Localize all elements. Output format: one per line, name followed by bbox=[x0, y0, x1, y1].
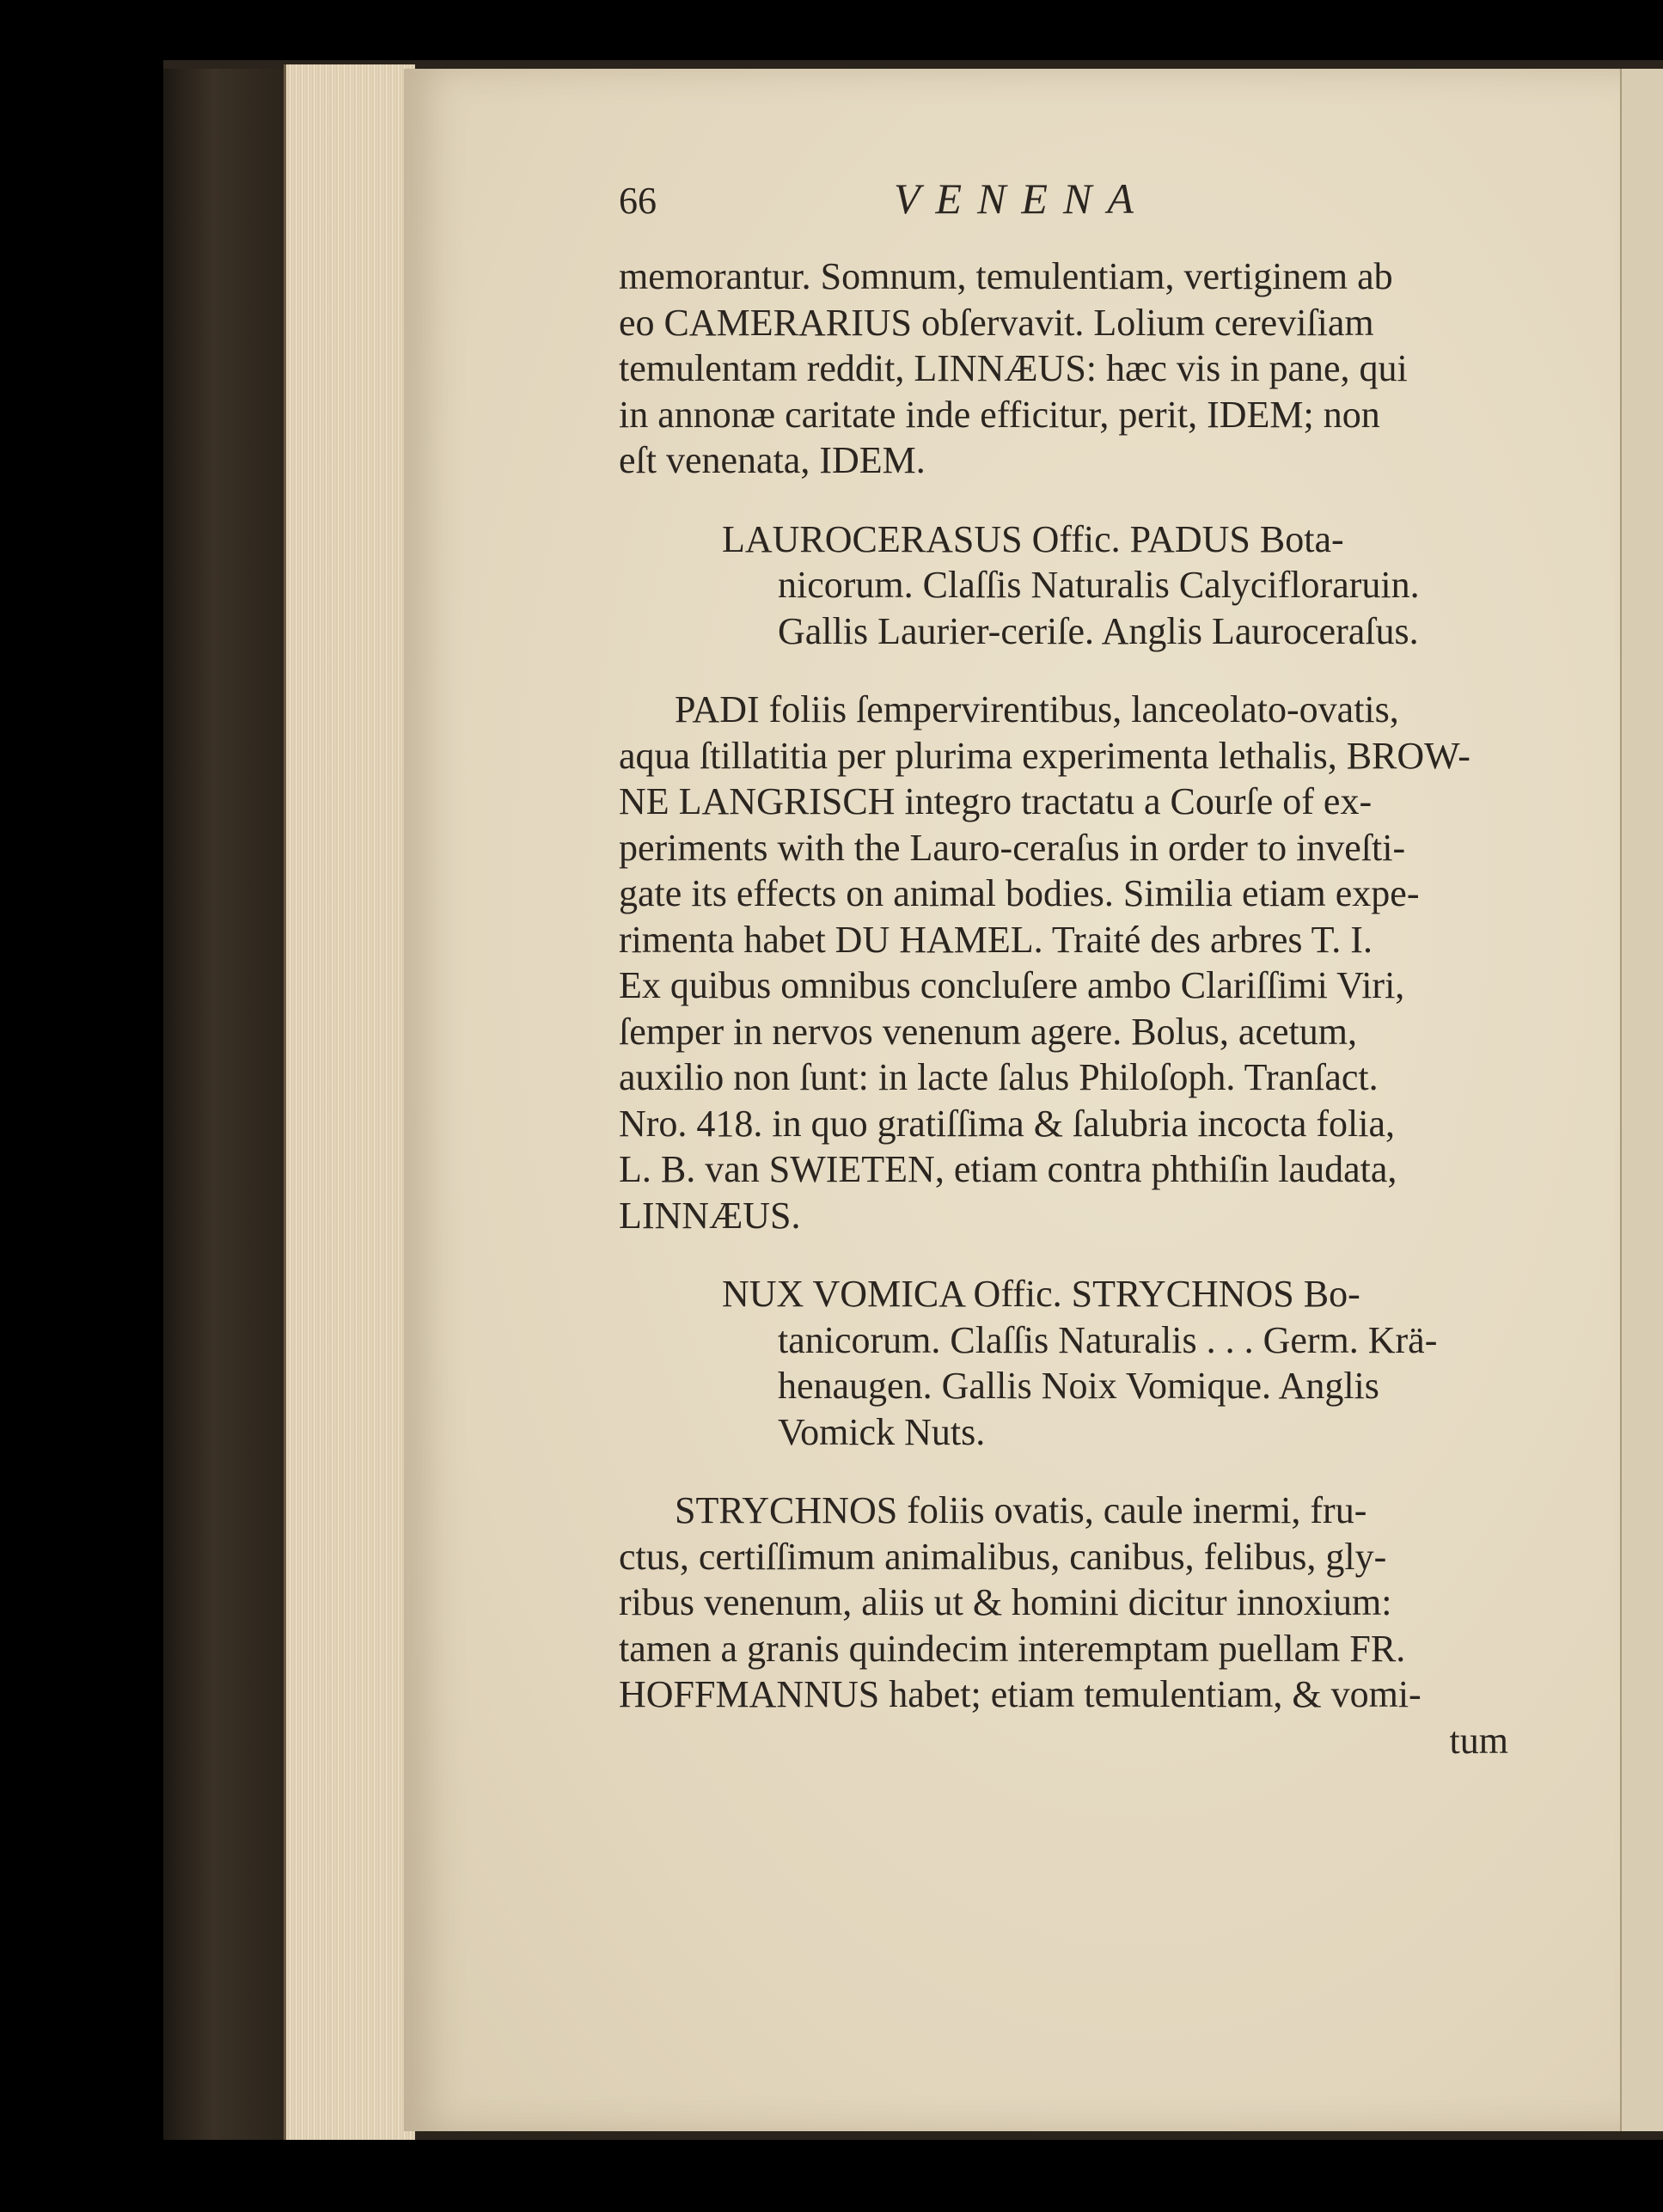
entry-body-strychnos bbox=[619, 1488, 1508, 1718]
catchword: tum bbox=[1449, 1719, 1508, 1762]
text-line: temulentam reddit, LINNÆUS: hæc vis in pane, qui bbox=[619, 347, 1408, 389]
heading-line: tanicorum. Claſſis Naturalis . . . Germ. Krä- bbox=[778, 1318, 1438, 1361]
facing-page-edge bbox=[1620, 69, 1663, 2131]
entry-body-padi bbox=[619, 687, 1508, 1238]
text-line: Nro. 418. in quo gratiſſima & ſalubria incocta folia, bbox=[619, 1102, 1395, 1145]
text-line: rimenta habet DU HAMEL. Traité des arbres T. I. bbox=[619, 918, 1373, 961]
text-line: auxilio non ſunt: in lacte ſalus Philoſoph. Tranſact. bbox=[619, 1056, 1379, 1098]
page-edges bbox=[284, 64, 415, 2140]
heading-line: nicorum. Claſſis Naturalis Calycifloraruin. bbox=[778, 564, 1420, 606]
text-line: eſt venenata, IDEM. bbox=[619, 439, 926, 481]
heading-line: henaugen. Gallis Noix Vomique. Anglis bbox=[778, 1365, 1379, 1407]
text-line: tamen a granis quindecim interemptam puellam FR. bbox=[619, 1627, 1406, 1670]
page-text bbox=[619, 176, 1508, 1763]
text-line: STRYCHNOS foliis ovatis, caule inermi, fru- bbox=[675, 1489, 1367, 1531]
text-line: ctus, certiſſimum animalibus, canibus, felibus, gly- bbox=[619, 1535, 1387, 1578]
heading-line: Vomick Nuts. bbox=[778, 1410, 986, 1453]
text-line: PADI foliis ſempervirentibus, lanceolato-ovatis, bbox=[675, 688, 1399, 730]
text-line: LINNÆUS. bbox=[619, 1194, 801, 1237]
book-spine bbox=[163, 69, 288, 2140]
text-line: Ex quibus omnibus concluſere ambo Clariſſimi Viri, bbox=[619, 964, 1405, 1006]
heading-line: LAUROCERASUS Offic. PADUS Bota- bbox=[722, 517, 1344, 560]
heading-line: NUX VOMICA Offic. STRYCHNOS Bo- bbox=[722, 1273, 1360, 1315]
entry-heading-nux-vomica bbox=[619, 1271, 1508, 1455]
page-number: 66 bbox=[619, 180, 657, 222]
text-line: ſemper in nervos venenum agere. Bolus, acetum, bbox=[619, 1010, 1357, 1053]
text-line: memorantur. Somnum, temulentiam, vertiginem ab bbox=[619, 255, 1393, 297]
text-line: periments with the Lauro-ceraſus in order to inveſti- bbox=[619, 826, 1406, 869]
text-line: gate its effects on animal bodies. Similia etiam expe- bbox=[619, 872, 1420, 914]
page-header bbox=[619, 176, 1508, 245]
text-line: L. B. van SWIETEN, etiam contra phthiſin laudata, bbox=[619, 1148, 1397, 1190]
entry-heading-laurocerasus bbox=[619, 516, 1508, 655]
intro-paragraph bbox=[619, 254, 1508, 484]
heading-line: Gallis Laurier-ceriſe. Anglis Lauroceraſus. bbox=[778, 609, 1419, 652]
text-line: aqua ſtillatitia per plurima experimenta lethalis, BROW- bbox=[619, 734, 1470, 777]
text-line: eo CAMERARIUS obſervavit. Lolium cereviſiam bbox=[619, 301, 1374, 344]
running-head: VENENA bbox=[894, 174, 1149, 223]
text-line: in annonæ caritate inde efficitur, perit, IDEM; non bbox=[619, 393, 1380, 436]
text-line: HOFFMANNUS habet; etiam temulentiam, & vomi- bbox=[619, 1673, 1421, 1715]
text-line: ribus venenum, aliis ut & homini dicitur innoxium: bbox=[619, 1581, 1392, 1623]
text-line: NE LANGRISCH integro tractatu a Courſe of ex- bbox=[619, 780, 1373, 822]
